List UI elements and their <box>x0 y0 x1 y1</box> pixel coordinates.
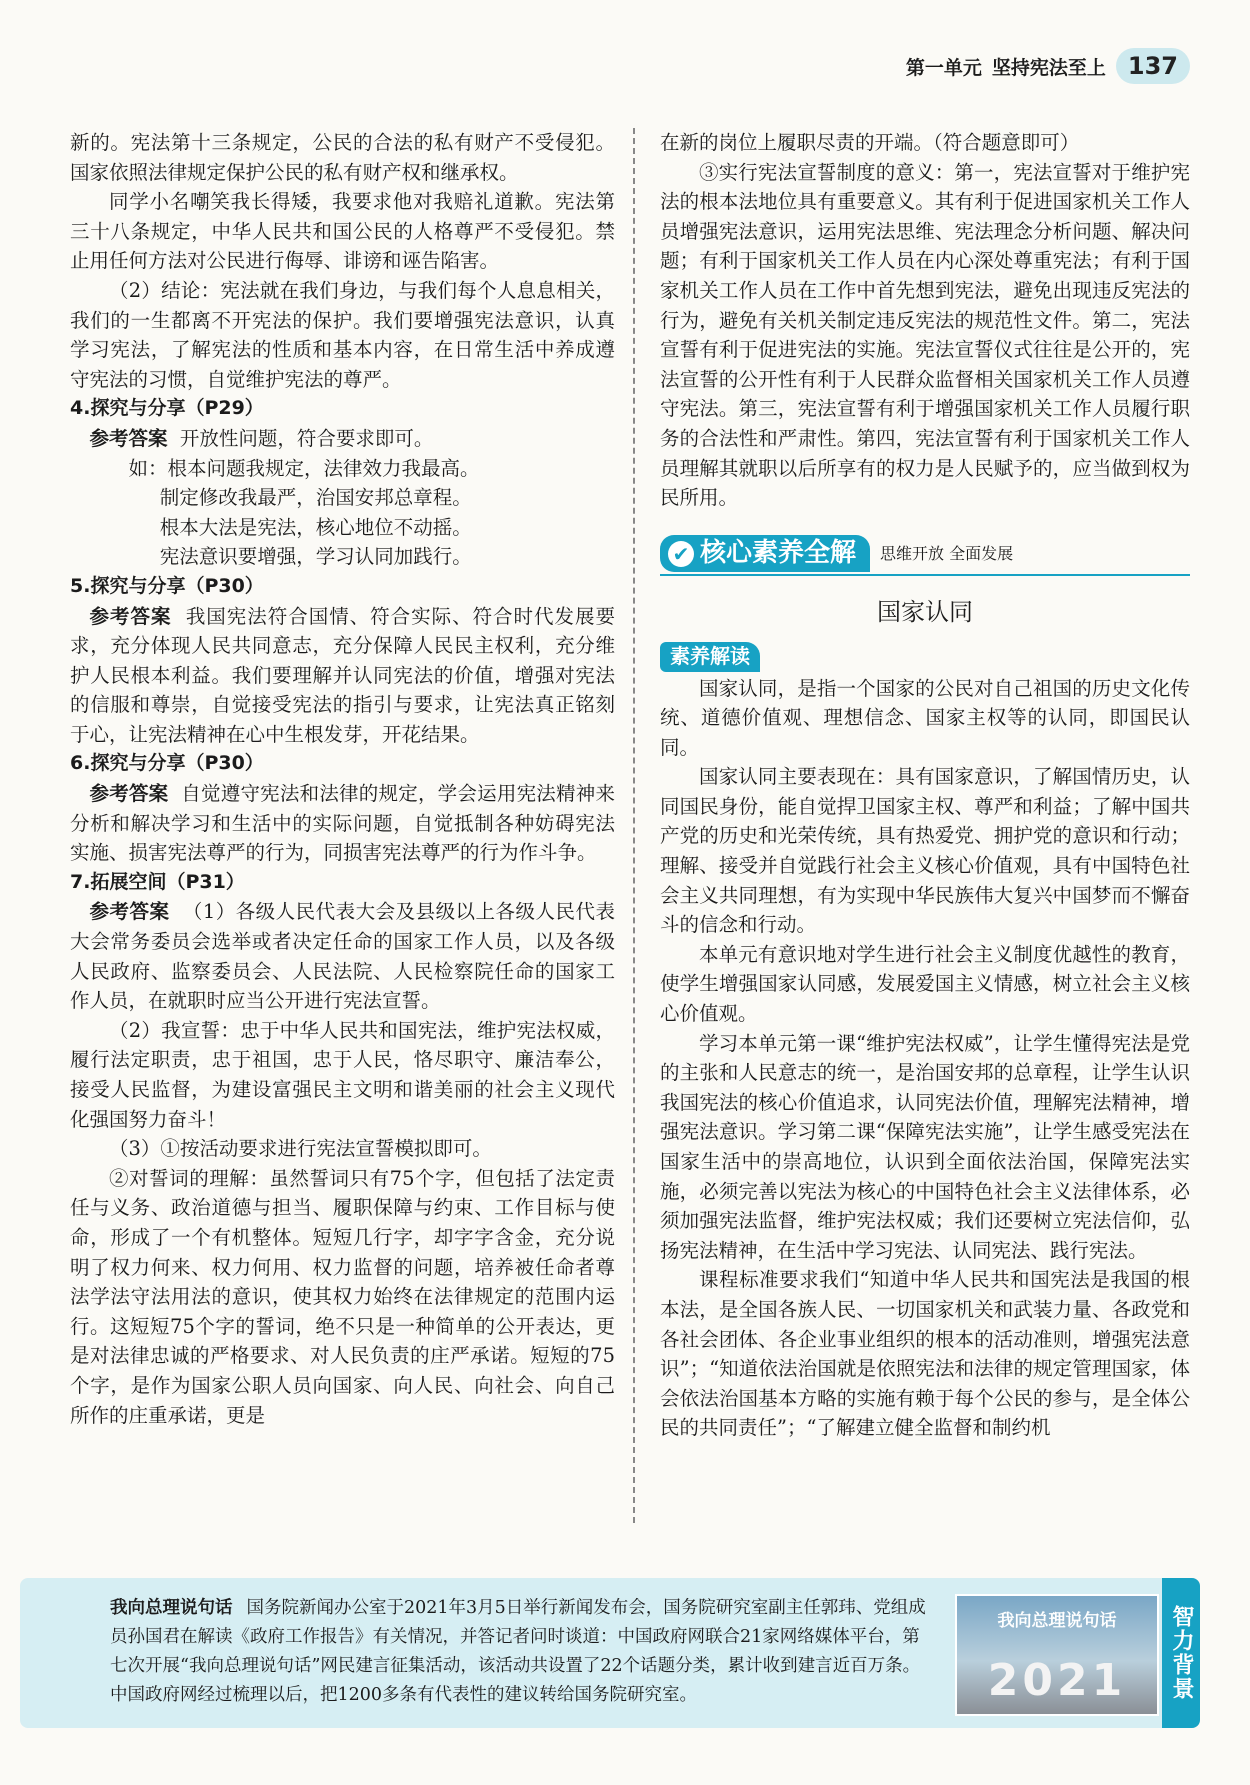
section-title-6: 6.探究与分享（P30） <box>70 752 264 775</box>
answer-label: 参考答案 <box>89 426 168 450</box>
banner-subtitle: 思维开放 全面发展 <box>880 543 1014 563</box>
paragraph: ②对誓词的理解：虽然誓词只有75个字，但包括了法定责任与义务、政治道德与担当、履职保障与约束、工作目标与使命，形成了一个有机整体。短短几行字，却字字含金，充分说明了权力何来、权力何用、权力监督的问题，培养被任命者尊法学法守法用法的意识，使其权力始终在法律规定的范围内运行。这短短75个字的誓词，绝不只是一种简单的公开表达，更是对法律忠诚的严格要求、对人民负责的庄严承诺。短短的75个字，是作为国家公职人员向国家、向人民、向社会、向自己所作的庄重承诺，更是 <box>70 1166 615 1427</box>
poem-line: 根本大法是宪法，核心地位不动摇。 <box>159 515 472 539</box>
answer-text: （1）各级人民代表大会及县级以上各级人民代表大会常务委员会选举或者决定任命的国家工作人员，以及各级人民政府、监察委员会、人民法院、人民检察院任命的国家工作人员，在就职时应当公开进行宪法宣誓。 <box>70 900 615 1013</box>
event-poster-image <box>955 1594 1159 1716</box>
background-title: 我向总理说句话 <box>110 1598 233 1618</box>
background-body: 国务院新闻办公室于2021年3月5日举行新闻发布会，国务院研究室副主任郭玮、党组成员孙国君在解读《政府工作报告》有关情况，并答记者问时谈道：中国政府网联合21家网络媒体平台，第七次开展“我向总理说句话”网民建言征集活动，该活动共设置了22个话题分类，累计收到建言近百万条。中国政府网经过梳理以后，把1200多条有代表性的建议转给国务院研究室。 <box>110 1598 926 1705</box>
paragraph: 国家认同，是指一个国家的公民对自己祖国的历史文化传统、道德价值观、理想信念、国家主权等的认同，即国民认同。 <box>660 676 1190 759</box>
unit-label: 第一单元 <box>905 56 982 79</box>
paragraph: 学习本单元第一课“维护宪法权威”，让学生懂得宪法是党的主张和人民意志的统一，是治国安邦的总章程，让学生认识我国宪法的核心价值追求，认同宪法价值，理解宪法精神，增强宪法意识。学习第二课“保障宪法实施”，让学生感受宪法在国家生活中的崇高地位，认识到全面依法治国，保障宪法实施，必须完善以宪法为核心的中国特色社会主义法律体系，必须加强宪法监督，维护宪法权威；我们还要树立宪法信仰，弘扬宪法精神，在生活中学习宪法、认同宪法、践行宪法。 <box>660 1031 1190 1262</box>
left-column <box>70 128 615 1430</box>
paragraph: 国家认同主要表现在：具有国家意识，了解国情历史，认同国民身份，能自觉捍卫国家主权、尊严和利益；了解中国共产党的历史和光荣传统，具有热爱党、拥护党的意识和行动；理解、接受并自觉践行社会主义核心价值观，具有中国特色社会主义共同理想，有为实现中华民族伟大复兴中国梦而不懈奋斗的信念和行动。 <box>660 765 1190 937</box>
answer-text: 我国宪法符合国情、符合实际、符合时代发展要求，充分体现人民共同意志，充分保障人民民主权利，充分维护人民根本利益。我们要理解并认同宪法的价值，增强对宪法的信服和尊崇，自觉接受宪法的指引与要求，让宪法真正铭刻于心，让宪法精神在心中生根发芽，开花结果。 <box>70 604 615 746</box>
paragraph: （3）①按活动要求进行宪法宣誓模拟即可。 <box>109 1137 492 1161</box>
literacy-tag: 素养解读 <box>660 642 760 672</box>
paragraph: 本单元有意识地对学生进行社会主义制度优越性的教育，使学生增强国家认同感，发展爱国主义情感，树立社会主义核心价值观。 <box>660 942 1190 1026</box>
page-header <box>906 48 1190 84</box>
unit-title: 坚持宪法至上 <box>991 56 1106 79</box>
section-title-4: 4.探究与分享（P29） <box>70 397 264 420</box>
poem-line: 制定修改我最严，治国安邦总章程。 <box>159 486 472 510</box>
section-title-5: 5.探究与分享（P30） <box>70 574 264 597</box>
answer-7 <box>70 897 615 1015</box>
paragraph: （2）结论：宪法就在我们身边，与我们每个人息息相关，我们的一生都离不开宪法的保护。我们要增强宪法意识，认真学习宪法，了解宪法的性质和基本内容，在日常生活中养成遵守宪法的习惯，自觉维护宪法的尊严。 <box>70 278 615 391</box>
banner-tag <box>660 535 870 573</box>
banner-title: 核心素养全解 <box>700 537 857 568</box>
answer-6 <box>70 779 615 868</box>
column-divider <box>633 128 635 1523</box>
paragraph: 新的。宪法第十三条规定，公民的合法的私有财产不受侵犯。国家依照法律规定保护公民的私有财产权和继承权。 <box>70 131 615 184</box>
background-info-box <box>20 1578 1194 1728</box>
page-number: 137 <box>1116 48 1190 84</box>
background-text <box>110 1594 930 1710</box>
paragraph: （2）我宣誓：忠于中华人民共和国宪法，维护宪法权威，履行法定职责，忠于祖国，忠于人民，恪尽职守、廉洁奉公，接受人民监督，为建设富强民主文明和谐美丽的社会主义现代化强国努力奋斗！ <box>70 1018 615 1131</box>
side-tab-label: 智力背景 <box>1162 1578 1200 1728</box>
core-literacy-banner <box>660 535 1190 577</box>
paragraph: ③实行宪法宣誓制度的意义：第一，宪法宣誓对于维护宪法的根本法地位具有重要意义。其有利于促进国家机关工作人员增强宪法意识，运用宪法思维、宪法理念分析问题、解决问题；有利于国家机关工作人员在内心深处尊重宪法；有利于国家机关工作人员在工作中首先想到宪法，避免出现违反宪法的行为，避免有关机关制定违反宪法的规范性文件。第二，宪法宣誓有利于促进宪法的实施。宪法宣誓仪式往往是公开的，宪法宣誓的公开性有利于人民群众监督相关国家机关工作人员遵守宪法。第三，宪法宣誓有利于增强国家机关工作人员履行职务的合法性和严肃性。第四，宪法宣誓有利于国家机关工作人员理解其就职以后所享有的权力是人民赋予的，应当做到权为民所用。 <box>660 160 1190 510</box>
answer-4 <box>70 424 615 454</box>
topic-title: 国家认同 <box>877 598 973 627</box>
answer-label: 参考答案 <box>89 604 172 628</box>
answer-text: 开放性问题，符合要求即可。 <box>179 426 434 450</box>
poem-line: 如：根本问题我规定，法律效力我最高。 <box>128 456 480 480</box>
paragraph: 课程标准要求我们“知道中华人民共和国宪法是我国的根本法，是全国各族人民、一切国家机关和武装力量、各政党和各社会团体、各企业事业组织的根本的活动准则，增强宪法意识”；“知道依法治国就是依照宪法和法律的规定管理国家，体会依法治国基本方略的实施有赖于每个公民的参与，是全体公民的共同责任”；“了解建立健全监督和制约机 <box>660 1268 1190 1440</box>
paragraph: 同学小名嘲笑我长得矮，我要求他对我赔礼道歉。宪法第三十八条规定，中华人民共和国公民的人格尊严不受侵犯。禁止用任何方法对公民进行侮辱、诽谤和诬告陷害。 <box>70 190 615 273</box>
section-title-7: 7.拓展空间（P31） <box>70 870 245 893</box>
answer-label: 参考答案 <box>89 782 169 806</box>
answer-5 <box>70 602 615 750</box>
poster-title: 我向总理说句话 <box>997 1611 1117 1631</box>
poster-year: 2021 <box>987 1655 1127 1706</box>
answer-label: 参考答案 <box>89 900 170 924</box>
poem-line: 宪法意识要增强，学习认同加践行。 <box>159 545 472 569</box>
right-column <box>660 128 1190 1443</box>
paragraph: 在新的岗位上履职尽责的开端。（符合题意即可） <box>660 131 1080 154</box>
check-icon: ✔ <box>668 541 694 567</box>
answer-text: 自觉遵守宪法和法律的规定，学会运用宪法精神来分析和解决学习和生活中的实际问题，自觉抵制各种妨碍宪法实施、损害宪法尊严的行为，同损害宪法尊严的行为作斗争。 <box>70 782 615 865</box>
